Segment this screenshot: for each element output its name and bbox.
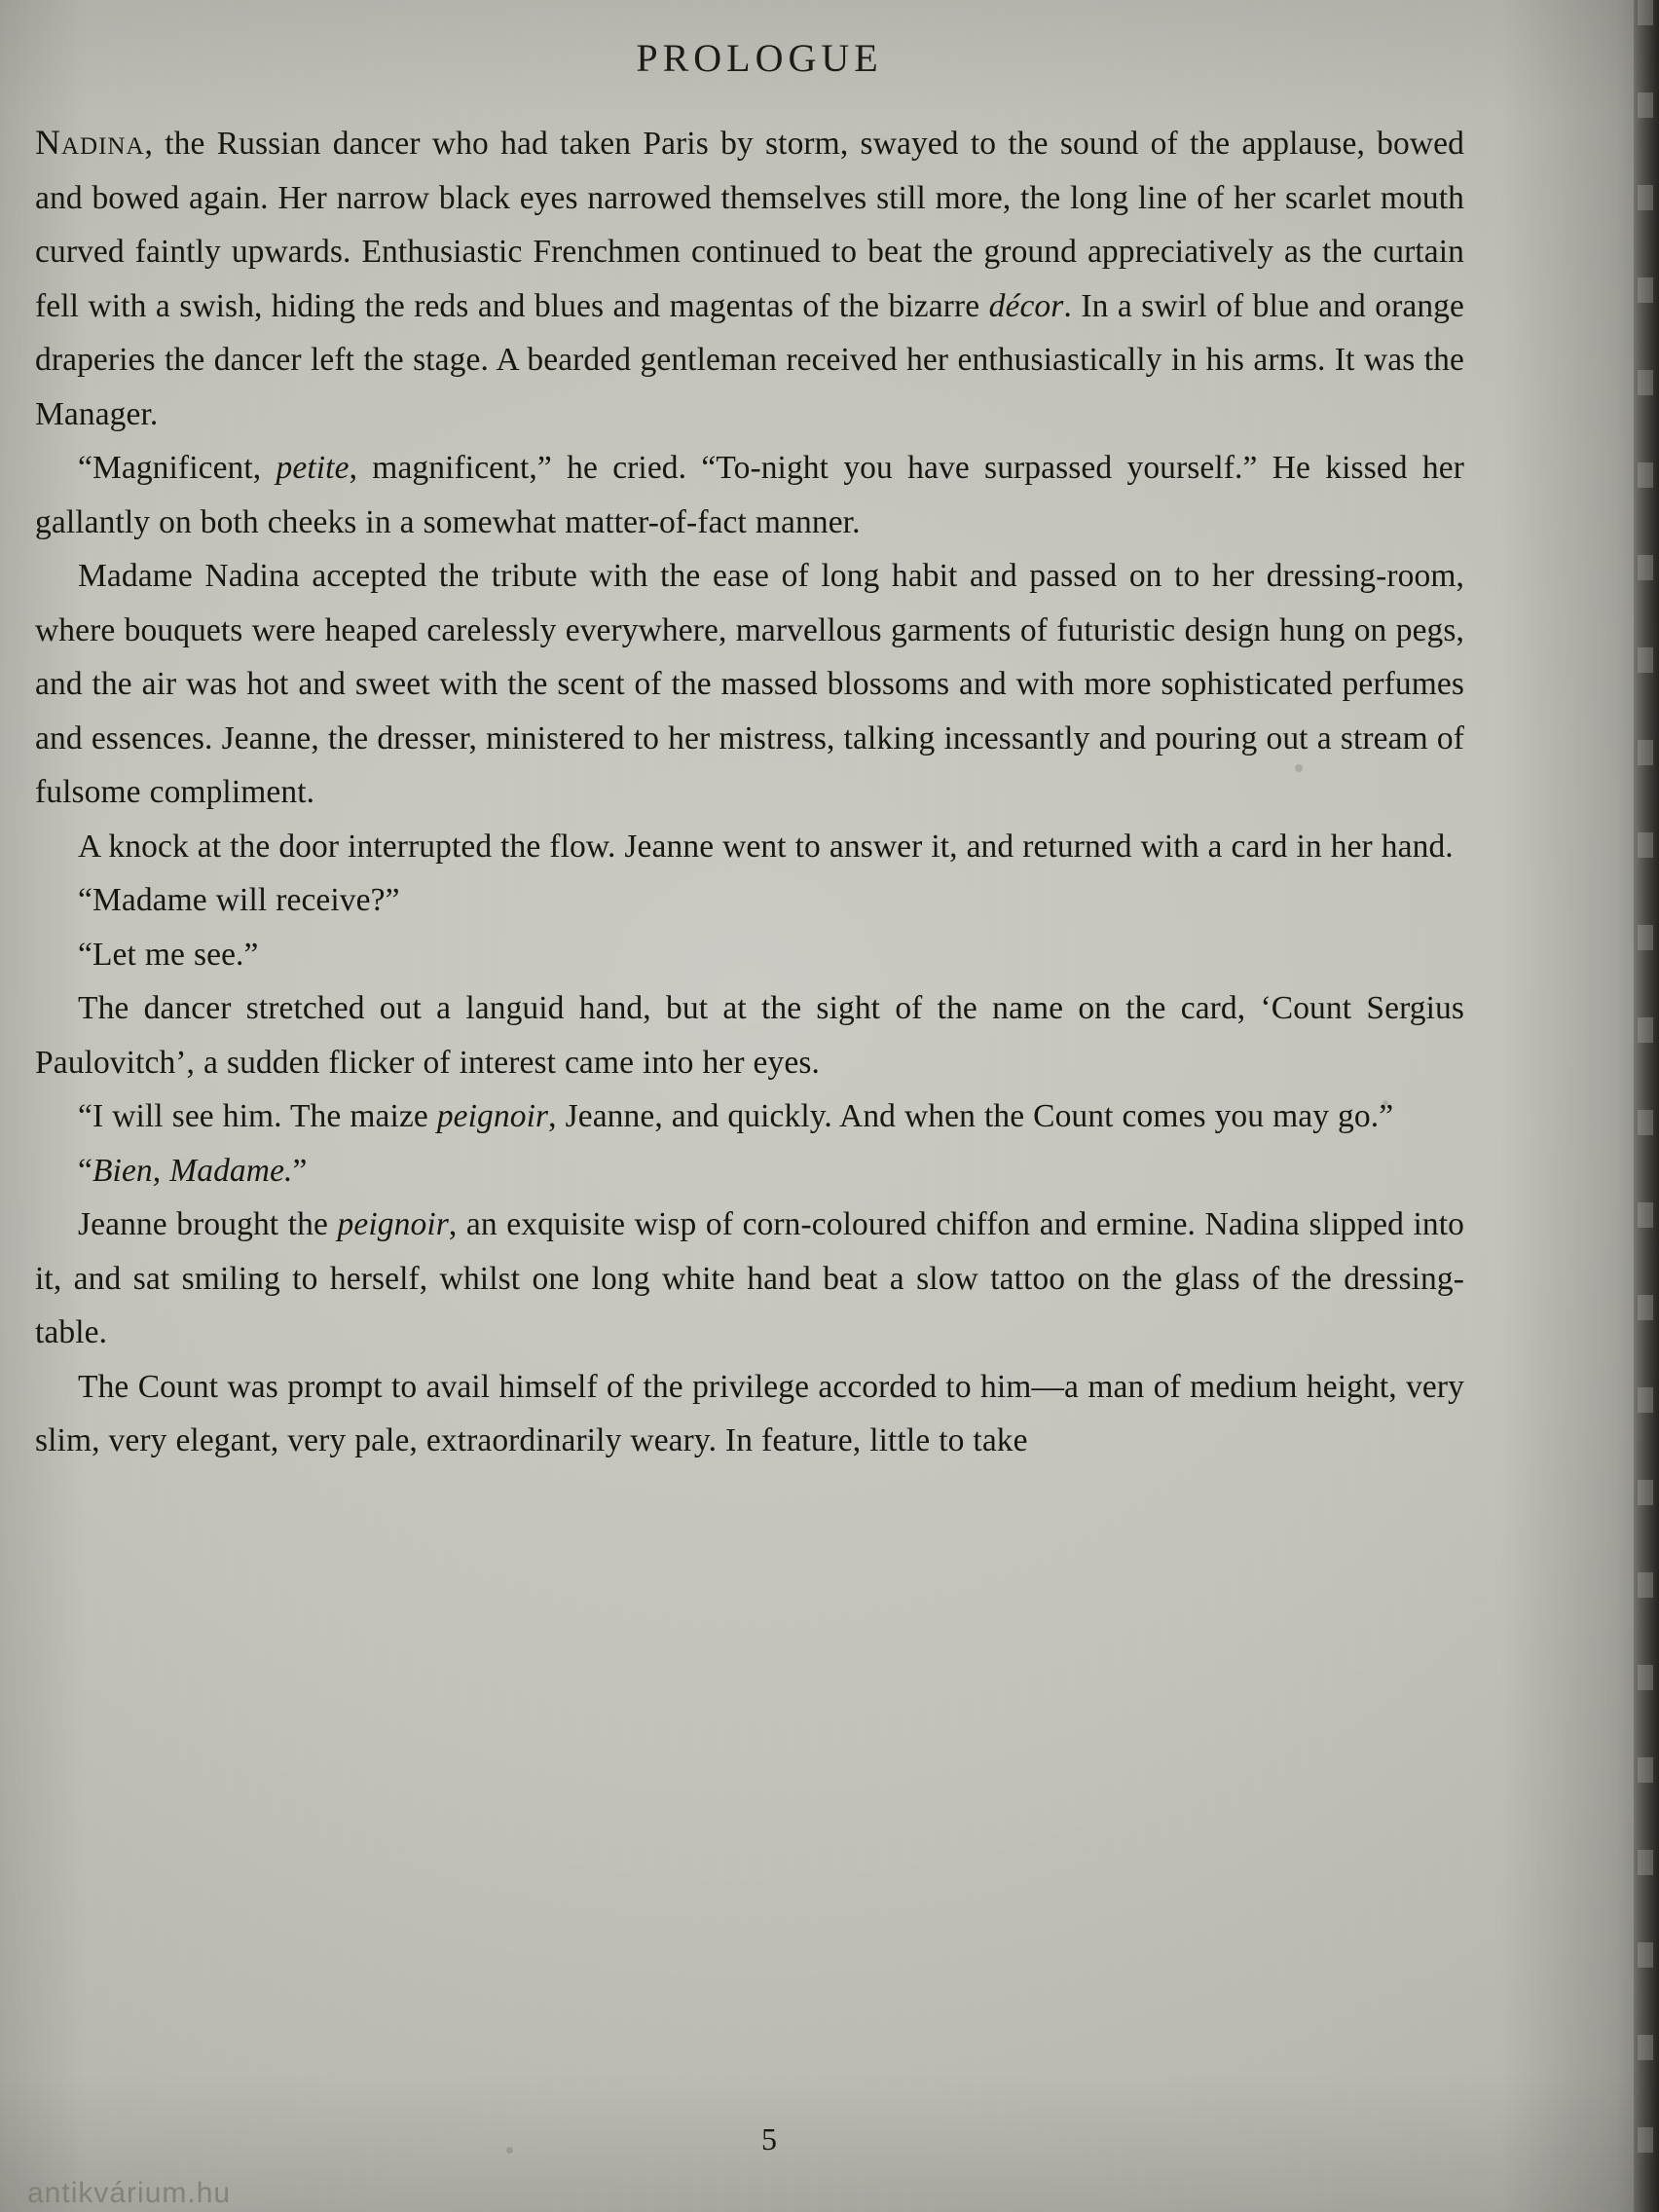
- italic-peignoir-2: peignoir: [337, 1206, 449, 1242]
- paragraph-4: A knock at the door interrupted the flow. Jeanne went to answer it, and returned with a card in her hand.: [78, 828, 1454, 865]
- italic-peignoir-1: peignoir: [436, 1098, 549, 1134]
- scan-watermark: antikvárium.hu: [27, 2177, 232, 2209]
- paragraph-6: “Let me see.”: [78, 936, 259, 973]
- paragraph-3: Madame Nadina accepted the tribute with the ease of long habit and passed on to her dressing-room, where bouquets were heaped carelessly everywhere, marvellous garments of futuristic design hung on pegs, and the air was hot and sweet with the scent of the massed blossoms and with more sophisticated perfumes and essences. Jeanne, the dresser, ministered to her mistress, talking incessantly and pouring out a stream of fulsome compliment.: [35, 558, 1464, 810]
- italic-petite: petite: [276, 450, 350, 486]
- paragraph-9: “Bien, Madame.”: [78, 1152, 308, 1189]
- paragraph-5: “Madame will receive?”: [78, 882, 400, 918]
- page-edge-texture: [1638, 0, 1653, 2212]
- paragraph-7: The dancer stretched out a languid hand, but at the sight of the name on the card, ‘Count Sergius Paulovitch’, a sudden flicker of interest came into her eyes.: [35, 990, 1464, 1081]
- page-number: 5: [761, 2121, 777, 2157]
- drop-smallcaps-lead: Nadina: [35, 123, 145, 162]
- paragraph-1: Nadina, the Russian dancer who had taken Paris by storm, swayed to the sound of the applause, bowed and bowed again. Her narrow black eyes narrowed themselves still more, the long line of her scarlet mouth curved faintly upwards. Enthusiastic Frenchmen continued to beat the ground appreciatively as the curtain fell with a swish, hiding the reds and blues and magentas of the bizarre décor. In a swirl of blue and orange draperies the dancer left the stage. A bearded gentleman received her enthusiastically in his arms. It was the Manager.: [35, 123, 1464, 432]
- page-content: [35, 0, 1464, 2212]
- paragraph-11: The Count was prompt to avail himself of the privilege accorded to him—a man of medium height, very slim, very elegant, very pale, extraordinarily weary. In feature, little to take: [35, 1368, 1464, 1458]
- paragraph-2: “Magnificent, petite, magnificent,” he cried. “To-night you have surpassed yourself.” He kissed her gallantly on both cheeks in a somewhat matter-of-fact manner.: [35, 450, 1464, 540]
- chapter-title: PROLOGUE: [636, 36, 883, 80]
- italic-bien-madame: Bien, Madame.: [92, 1152, 293, 1189]
- italic-decor: décor: [988, 287, 1064, 324]
- paragraph-10: Jeanne brought the peignoir, an exquisite wisp of corn-coloured chiffon and ermine. Nadina slipped into it, and sat smiling to herself, whilst one long white hand beat a slow tattoo on the glass of the dressing-table.: [35, 1206, 1464, 1350]
- paragraph-8: “I will see him. The maize peignoir, Jeanne, and quickly. And when the Count comes you may go.”: [78, 1098, 1394, 1134]
- body-text: [35, 116, 1464, 1468]
